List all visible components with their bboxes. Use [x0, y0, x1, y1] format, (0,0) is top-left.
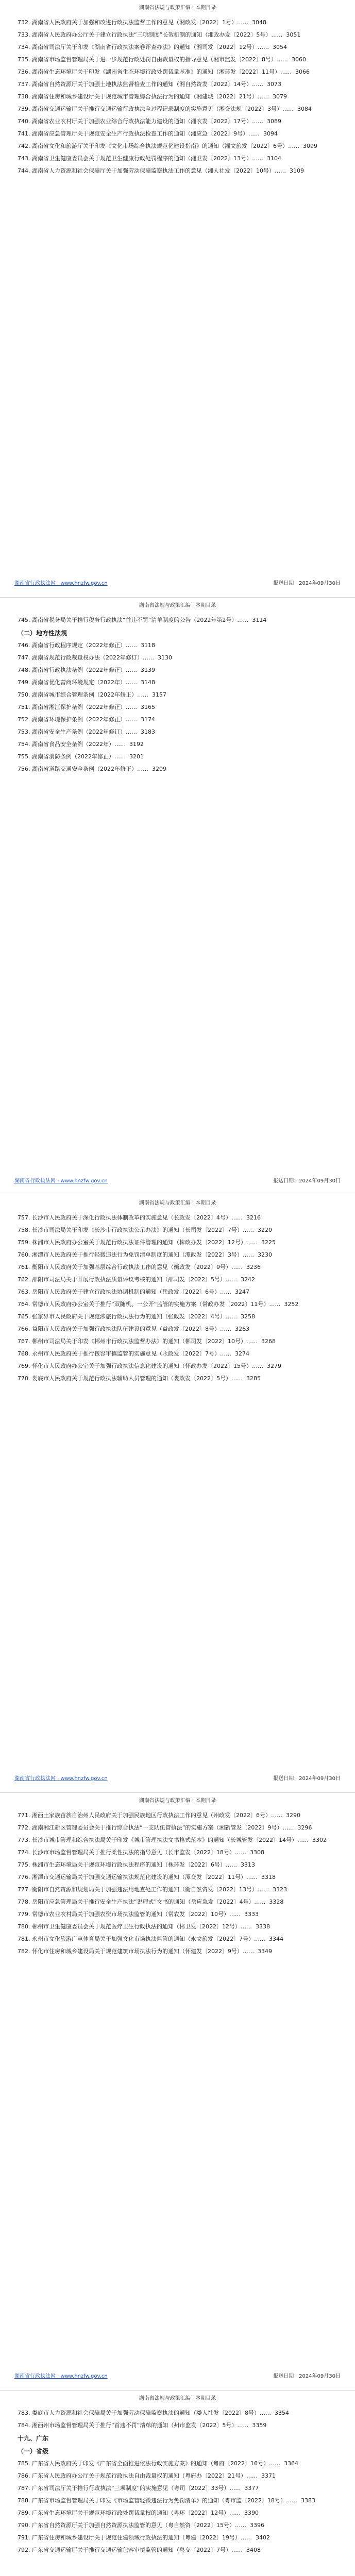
toc-entry: 761. 衡阳市人民政府关于加强基层综合行政执法工作的意见（衡政发〔2022〕9号）…… 3236: [18, 1264, 261, 1270]
toc-entry: 765. 张家界市人民政府关于规范涉旅行政执法行为的通知（张政发〔2022〕4号）…… 3258: [18, 1313, 255, 1320]
page-footer: [14, 1774, 341, 1783]
page-footer: [14, 1176, 341, 1185]
document-page: [0, 0, 355, 598]
toc-entry: 758. 长沙市司法局关于印发《长沙市行政执法公示办法》的通知（长司发〔2022〕7号）…… 3220: [18, 1227, 272, 1233]
footer-date: 报送日期：2024年09月30日: [273, 1178, 341, 1184]
toc-entry: 756. 湖南省道路交通安全条例（2022年修正）…… 3209: [18, 766, 166, 772]
toc-entry: 792. 广东省交通运输厅关于推行交通运输包容审慎监管的通知（粤交〔2022〕7号）…… 3408: [18, 2547, 261, 2553]
toc-entry: 759. 株洲市人民政府办公室关于规范行政执法证件管理的通知（株政办发〔2022〕12号）…… 3225: [18, 1239, 276, 1246]
section-heading: （一）省级: [18, 2448, 49, 2455]
toc-entry: 732. 湖南省人民政府关于加强和改进行政执法监督工作的意见（湘政发〔2022〕1号）…… 3048: [18, 19, 266, 26]
document-page: [0, 2391, 355, 2576]
toc-entry: 753. 湖南省安全生产条例（2022年修订）…… 3183: [18, 728, 155, 735]
toc-entry: 734. 湖南省司法厅关于印发《湖南省行政执法案卷评查办法》的通知（湘司发〔2022〕12号）…… 3054: [18, 44, 287, 50]
toc-entry: 784. 湘西州市场监督管理局关于推行“首违不罚”清单的通知（州市监发〔2022〕5号）…… 3359: [18, 2422, 267, 2429]
toc-entry: 755. 湖南省消防条例（2022年修正）…… 3201: [18, 753, 144, 760]
toc-entry: 771. 湘西土家族苗族自治州人民政府关于加强民族地区行政执法工作的意见（州政发〔2022〕6号）…… 3290: [18, 1812, 300, 1819]
toc-entry: 790. 广东省自然资源厅关于加强自然资源执法监管的意见（粤自然资〔2022〕15号）…… 3396: [18, 2522, 264, 2529]
toc-entry: 768. 永州市人民政府关于推行包容审慎监管的实施意见（永政发〔2022〕7号）…… 3274: [18, 1350, 249, 1357]
toc-entry: 770. 娄底市人民政府关于规范行政执法辅助人员管理的通知（娄政发〔2022〕5号）…… 3285: [18, 1375, 261, 1382]
toc-entry: 757. 长沙市人民政府关于深化行政执法体制改革的实施意见（长政发〔2022〕4号）…… 3216: [18, 1214, 261, 1221]
footer-website-link[interactable]: 湖南省行政执法网 · www.hnzfw.gov.cn: [14, 581, 108, 586]
toc-entry: 789. 广东省生态环境厅关于规范环境行政处罚裁量权的通知（粤环〔2022〕12号）…… 3390: [18, 2510, 259, 2516]
toc-entry: 766. 益阳市人民政府关于加强行政执法队伍建设的意见（益政发〔2022〕8号）…… 3263: [18, 1326, 249, 1332]
toc-entry: 739. 湖南省交通运输厅关于推行交通运输行政执法全过程记录制度的实施意见（湘交法规〔2022〕3号）…… 3084: [18, 106, 312, 112]
section-heading: （二）地方性法规: [18, 630, 67, 637]
toc-entry: 746. 湖南省行政程序规定（2022年修正）…… 3118: [18, 642, 155, 649]
toc-entry: 754. 湖南省食品安全条例（2022年）…… 3192: [18, 741, 144, 748]
toc-entry: 779. 常德市农业农村局关于加强农资市场执法监管的通知（常农发〔2022〕10号）…… 3333: [18, 1911, 259, 1918]
page-header: 湖南省法规与政策汇编 · 本期目录: [139, 2396, 216, 2401]
document-page: [0, 1793, 355, 2391]
toc-entry: 743. 湖南省卫生健康委员会关于规范卫生健康行政处罚程序的通知（湘卫发〔2022〕13号）…… 3104: [18, 155, 281, 162]
toc-entry: 740. 湖南省农业农村厅关于加强农业综合行政执法能力建设的通知（湘农发〔2022〕17号）…… 3089: [18, 118, 281, 125]
page-footer: [14, 2371, 341, 2381]
toc-entry: 744. 湖南省人力资源和社会保障厅关于加强劳动保障监察执法工作的意见（湘人社发〔2022〕10号）…… 3109: [18, 167, 304, 174]
toc-entry: 752. 湖南省环境保护条例（2022年修正）…… 3174: [18, 716, 155, 723]
toc-entry: 751. 湖南省湘江保护条例（2022年修正）…… 3165: [18, 704, 155, 710]
footer-date: 报送日期：2024年09月30日: [273, 1776, 341, 1782]
toc-entry: 772. 湖南湘江新区管理委员会关于推行综合执法“一支队伍管执法”的实施方案（湘新管发〔2022〕9号）…… 3296: [18, 1824, 312, 1831]
toc-entry: 748. 湖南省行政执法条例（2022年修正）…… 3139: [18, 667, 155, 673]
toc-entry: 742. 湖南省文化和旅游厅关于印发《文化市场综合执法规范化建设指南》的通知（湘文旅发〔2022〕6号）…… 3099: [18, 143, 317, 149]
page-header: 湖南省法规与政策汇编 · 本期目录: [139, 603, 216, 608]
page-header: 湖南省法规与政策汇编 · 本期目录: [139, 1798, 216, 1804]
toc-entry: 763. 岳阳市人民政府关于建立行政执法协调机制的通知（岳政发〔2022〕6号）…… 3247: [18, 1289, 249, 1295]
document-page: [0, 1195, 355, 1793]
footer-website-link[interactable]: 湖南省行政执法网 · www.hnzfw.gov.cn: [14, 1776, 108, 1782]
toc-entry: 767. 郴州市司法局关于印发《郴州市行政执法监督办法》的通知（郴司发〔2022〕10号）…… 3268: [18, 1338, 276, 1345]
toc-entry: 750. 湖南省城市综合管理条例（2022年修正）…… 3157: [18, 691, 166, 698]
section-heading: 十九、广东: [18, 2435, 49, 2442]
toc-entry: 735. 湖南省市场监督管理局关于进一步规范行政处罚自由裁量权的指导意见（湘市监发〔2022〕8号）…… 3060: [18, 56, 306, 63]
toc-entry: 762. 邵阳市司法局关于开展行政执法质量评议考核的通知（邵司发〔2022〕5号）…… 3242: [18, 1276, 255, 1283]
toc-entry: 778. 岳阳市应急管理局关于推行安全生产执法“说理式”文书的通知（岳应急发〔2022〕4号）…… 3328: [18, 1899, 284, 1905]
toc-entry: 776. 湘潭市交通运输局关于加强交通运输执法规范化建设的通知（潭交发〔2022〕11号）…… 3318: [18, 1874, 276, 1880]
toc-entry: 760. 湘潭市人民政府关于推行轻微违法行为免罚清单制度的通知（潭政发〔2022〕3号）…… 3230: [18, 1251, 272, 1258]
toc-entry: 745. 湖南省税务局关于推行税务行政执法“首违不罚”清单制度的公告（2022年第2号）…… 3114: [18, 617, 267, 623]
footer-website-link[interactable]: 湖南省行政执法网 · www.hnzfw.gov.cn: [14, 2374, 108, 2379]
toc-entry: 786. 广东省人民政府办公厅关于规范行政执法自由裁量权的通知（粤府办〔2022〕21号）…… 3371: [18, 2472, 276, 2479]
footer-date: 报送日期：2024年09月30日: [273, 2374, 341, 2379]
toc-entry: 780. 郴州市卫生健康委员会关于规范医疗卫生行政执法的通知（郴卫发〔2022〕12号）…… 3338: [18, 1923, 270, 1930]
toc-entry: 775. 株洲市生态环境局关于规范环境行政执法程序的通知（株环发〔2022〕6号）…… 3313: [18, 1861, 255, 1868]
toc-entry: 741. 湖南省应急管理厅关于规范安全生产行政执法检查工作的通知（湘应急〔2022〕9号）…… 3094: [18, 130, 278, 137]
toc-entry: 736. 湖南省生态环境厅关于印发《湖南省生态环境行政处罚裁量基准》的通知（湘环发〔2022〕11号）…… 3066: [18, 69, 310, 75]
toc-entry: 785. 广东省人民政府关于印发《广东省全面推进依法行政实施方案》的通知（粤府〔2022〕16号）…… 3364: [18, 2460, 298, 2467]
toc-entry: 749. 湖南省优化营商环境规定（2022年）…… 3148: [18, 679, 155, 686]
toc-entry: 733. 湖南省人民政府办公厅关于建立行政执法“三项制度”长效机制的通知（湘政办发〔2022〕5号）…… 3051: [18, 31, 301, 38]
footer-date: 报送日期：2024年09月30日: [273, 581, 341, 586]
toc-entry: 791. 广东省住房和城乡建设厅关于规范住建领域行政执法的通知（粤建〔2022〕19号）…… 3402: [18, 2534, 270, 2541]
page-footer: [14, 579, 341, 588]
page-body: [18, 19, 337, 572]
document-page: [0, 598, 355, 1195]
footer-website-link[interactable]: 湖南省行政执法网 · www.hnzfw.gov.cn: [14, 1178, 108, 1184]
page-body: [18, 2409, 337, 2576]
toc-entry: 738. 湖南省住房和城乡建设厅关于规范城市管理综合执法行为的通知（湘建城〔2022〕21号）…… 3079: [18, 93, 287, 100]
toc-entry: 777. 衡阳市自然资源和规划局关于加强违法用地查处工作的通知（衡自然资发〔2022〕13号）…… 3323: [18, 1886, 287, 1893]
toc-entry: 774. 长沙市市场监督管理局关于推行柔性执法的指导意见（长市监发〔2022〕18号）…… 3308: [18, 1849, 264, 1856]
toc-entry: 782. 怀化市住房和城乡建设局关于规范建筑市场执法行为的通知（怀建发〔2022〕9号）…… 3349: [18, 1948, 272, 1955]
page-header: 湖南省法规与政策汇编 · 本期目录: [139, 1200, 216, 1206]
toc-entry: 769. 怀化市人民政府办公室关于加强行政执法信息化建设的通知（怀政办发〔2022〕15号）…… 3279: [18, 1363, 281, 1369]
page-body: [18, 1811, 337, 2365]
toc-entry: 747. 湖南省规范行政裁量权办法（2022年修订）…… 3130: [18, 654, 172, 661]
toc-entry: 783. 娄底市人力资源和社会保障局关于加强劳动保障监察执法的通知（娄人社发〔2022〕8号）…… 3354: [18, 2410, 289, 2416]
toc-entry: 781. 永州市文化旅游广电体育局关于加强文化市场执法监管的通知（永文旅发〔2022〕7号）…… 3344: [18, 1936, 283, 1942]
page-body: [18, 616, 337, 1170]
page-header: 湖南省法规与政策汇编 · 本期目录: [139, 5, 216, 11]
page-body: [18, 1214, 337, 1768]
toc-entry: 788. 广东省市场监督管理局关于印发《市场监管轻微违法行为免罚清单》的通知（粤市监〔2022〕18号）…… 3383: [18, 2497, 315, 2504]
toc-entry: 773. 长沙市城市管理和综合执法局关于印发《城市管理执法文书格式范本》的通知（长城管发〔2022〕14号）…… 3302: [18, 1837, 327, 1843]
toc-entry: 737. 湖南省自然资源厅关于加强土地执法监督检查工作的通知（湘自然资发〔2022〕14号）…… 3073: [18, 81, 281, 88]
toc-entry: 787. 广东省司法厅关于推行行政执法“三项制度”的实施意见（粤司〔2022〕33号）…… 3377: [18, 2485, 259, 2492]
toc-entry: 764. 常德市人民政府办公室关于推行“双随机、一公开”监管的实施方案（常政办发〔2022〕11号）…… 3252: [18, 1301, 299, 1308]
